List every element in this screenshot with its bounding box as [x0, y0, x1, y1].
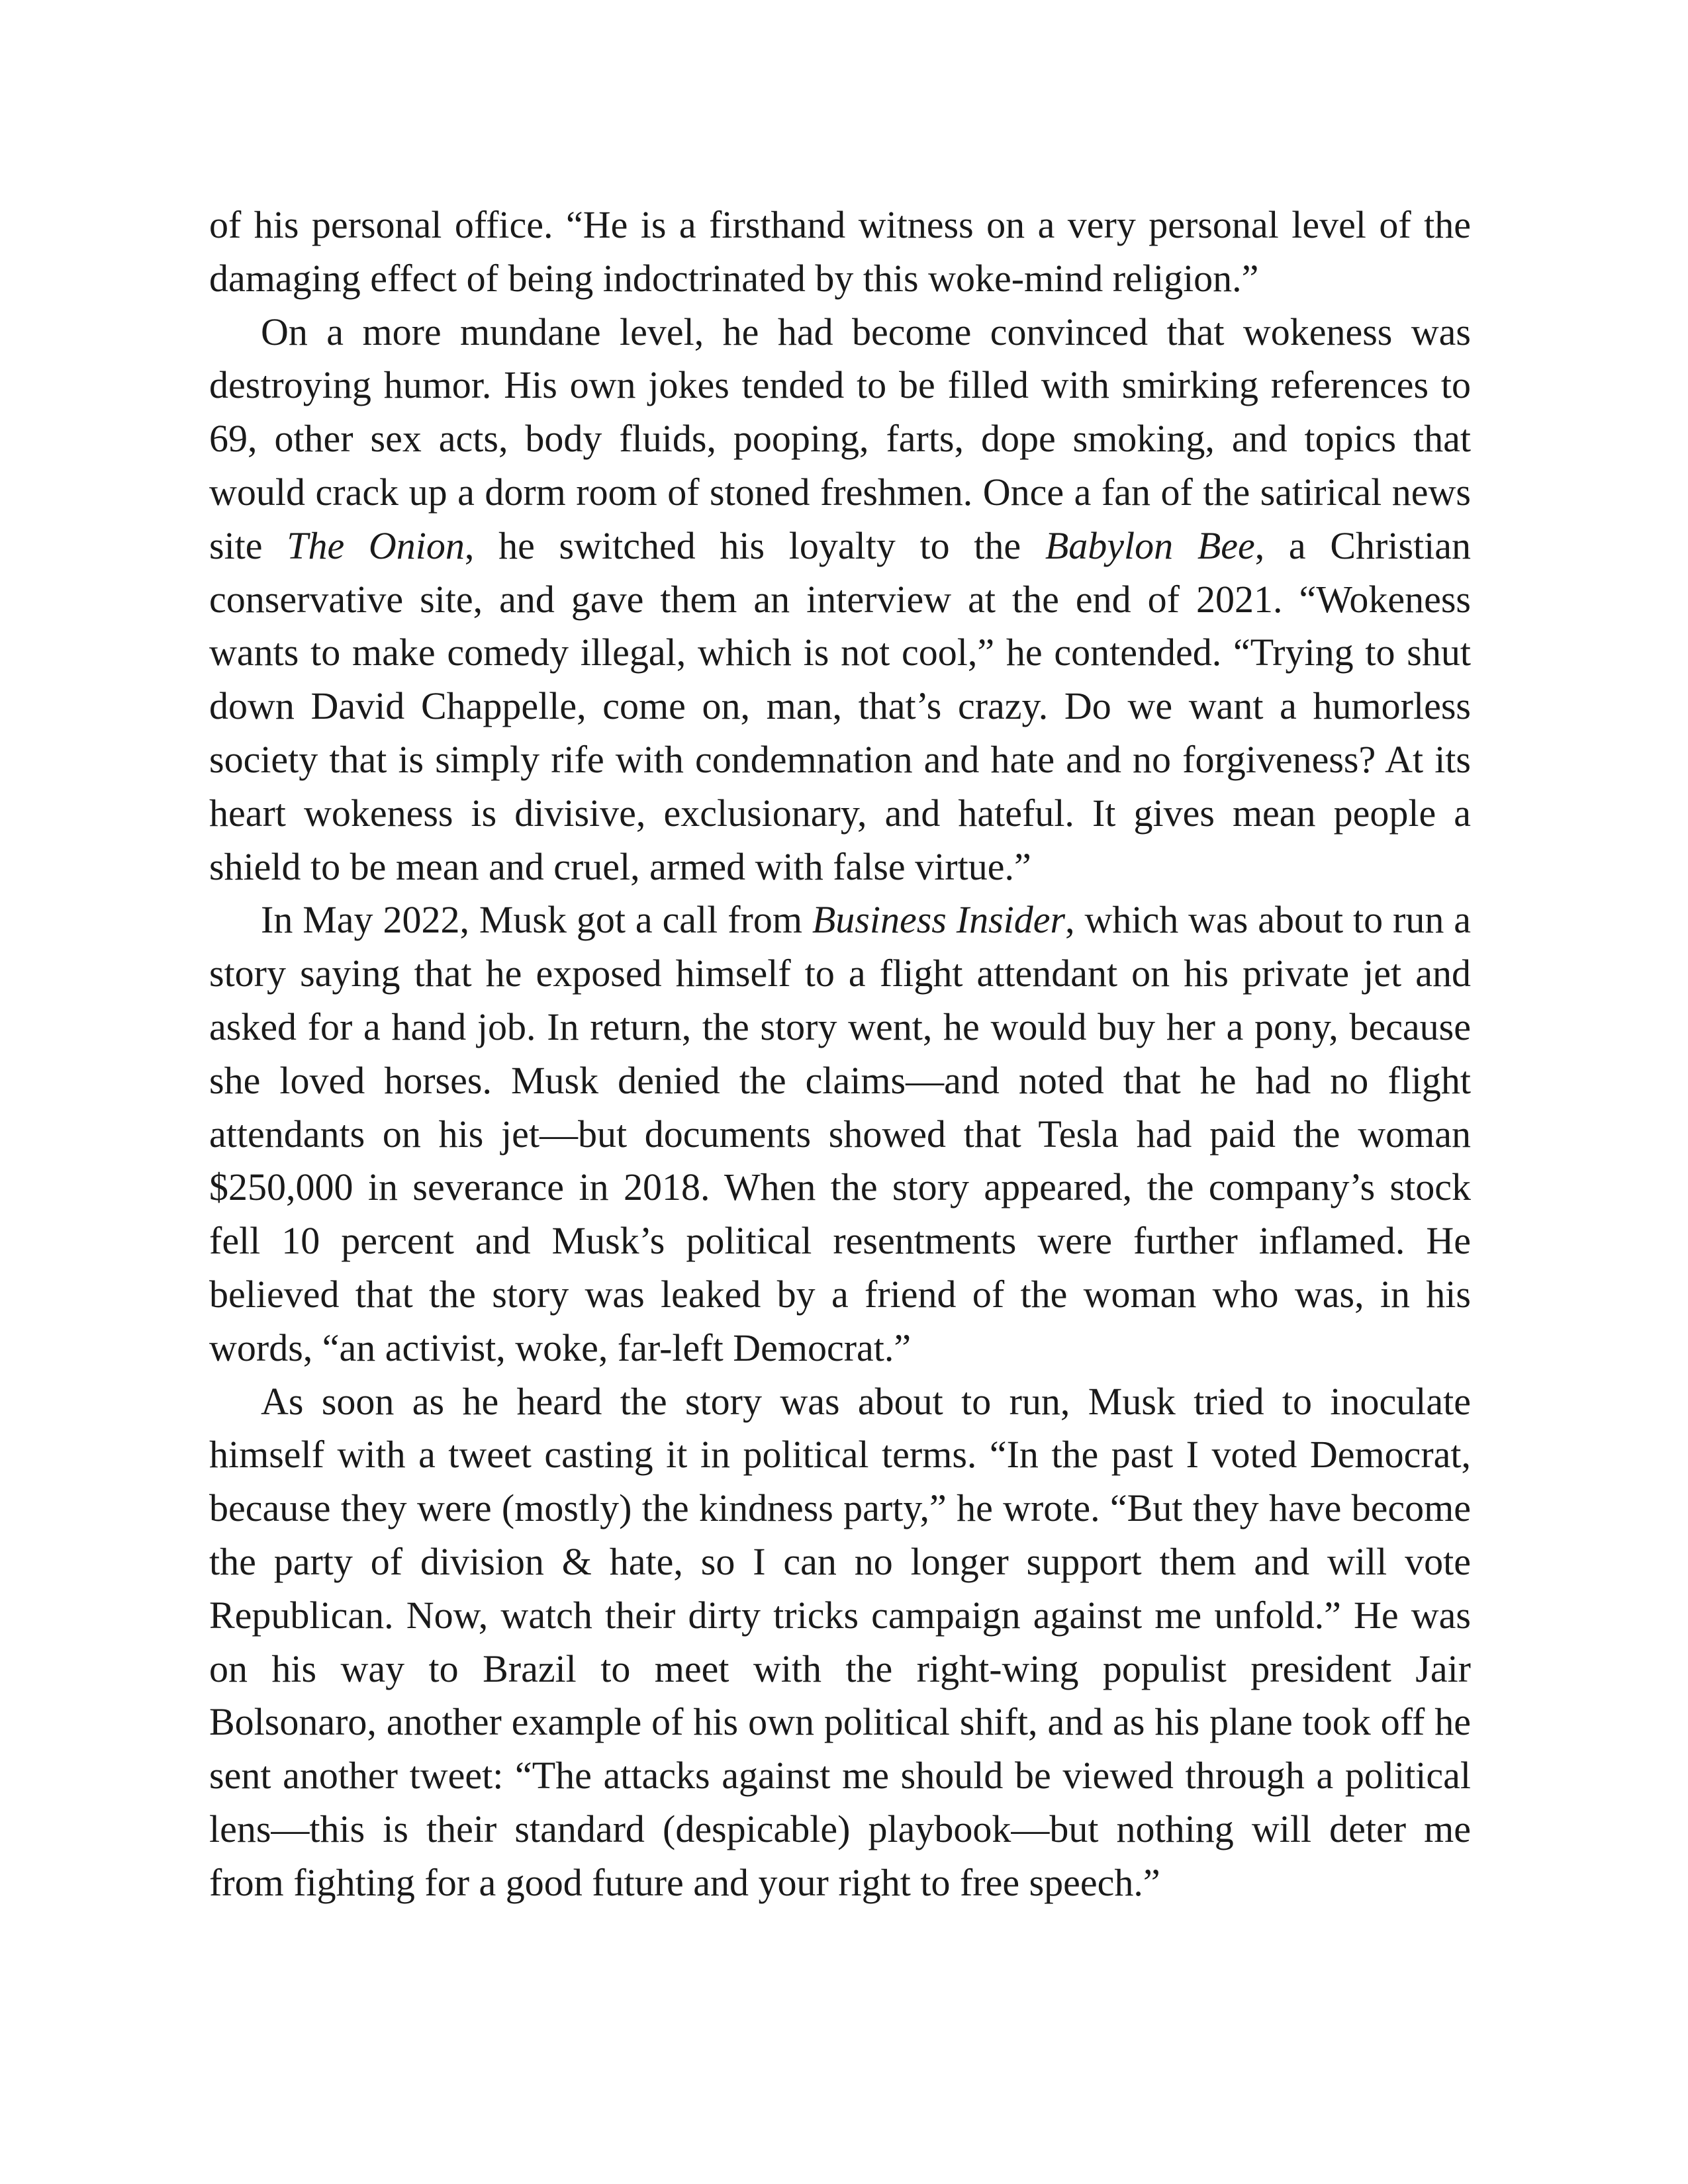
- paragraph-4: [209, 1375, 1471, 1910]
- paragraph-1: [209, 199, 1471, 306]
- text-segment: , which was about to run a story saying that he exposed himself to a flight attendant on his private jet and asked for a hand job. In return, the story went, he would buy her a pony, because she loved horses. Musk denied the claims—and noted that he had no flight attendants on his jet—but documents showed that Tesla had paid the woman $250,000 in severance in 2018. When the story appeared, the company’s stock fell 10 percent and Musk’s political resentments were further inflamed. He believed that the story was leaked by a friend of the woman who was, in his words, “an activist, woke, far-left Democrat.”: [209, 898, 1471, 1369]
- italic-title: Business Insider: [812, 898, 1066, 942]
- italic-title: The Onion: [287, 523, 465, 567]
- text-segment: On a more mundane level, he had become convinced that wokeness was destroying humor. His own jokes tended to be filled with smirking references to 69, other sex acts, body fluids, pooping, farts, dope smoking, and topics that would crack up a dorm room of stoned freshmen. Once a fan of the satirical news site: [209, 310, 1471, 567]
- text-segment: , he switched his loyalty to the: [464, 523, 1045, 567]
- italic-title: Babylon Bee: [1045, 523, 1255, 567]
- text-segment: As soon as he heard the story was about to run, Musk tried to inoculate himself with a tweet casting it in political terms. “In the past I voted Democrat, because they were (mostly) the kindness party,” he wrote. “But they have become the party of division & hate, so I can no longer support them and will vote Republican. Now, watch their dirty tricks campaign against me unfold.” He was on his way to Brazil to meet with the right-wing populist president Jair Bolsonaro, another example of his own political shift, and as his plane took off he sent another tweet: “The attacks against me should be viewed through a political lens—this is their standard (despicable) playbook—but nothing will deter me from fighting for a good future and your right to free speech.”: [209, 1379, 1471, 1904]
- text-segment: , a Christian conservative site, and gave them an interview at the end of 2021. “Wokeness wants to make comedy illegal, which is not cool,” he contended. “Trying to shut down David Chappelle, come on, man, that’s crazy. Do we want a humorless society that is simply rife with condemnation and hate and no forgiveness? At its heart wokeness is divisive, exclusionary, and hateful. It gives mean people a shield to be mean and cruel, armed with false virtue.”: [209, 523, 1472, 888]
- text-segment: of his personal office. “He is a firsthand witness on a very personal level of the damaging effect of being indoctrinated by this woke-mind religion.”: [209, 203, 1471, 300]
- paragraph-3: [209, 893, 1471, 1375]
- paragraph-2: [209, 306, 1471, 894]
- page-body: [209, 199, 1471, 1910]
- text-segment: In May 2022, Musk got a call from: [261, 898, 812, 942]
